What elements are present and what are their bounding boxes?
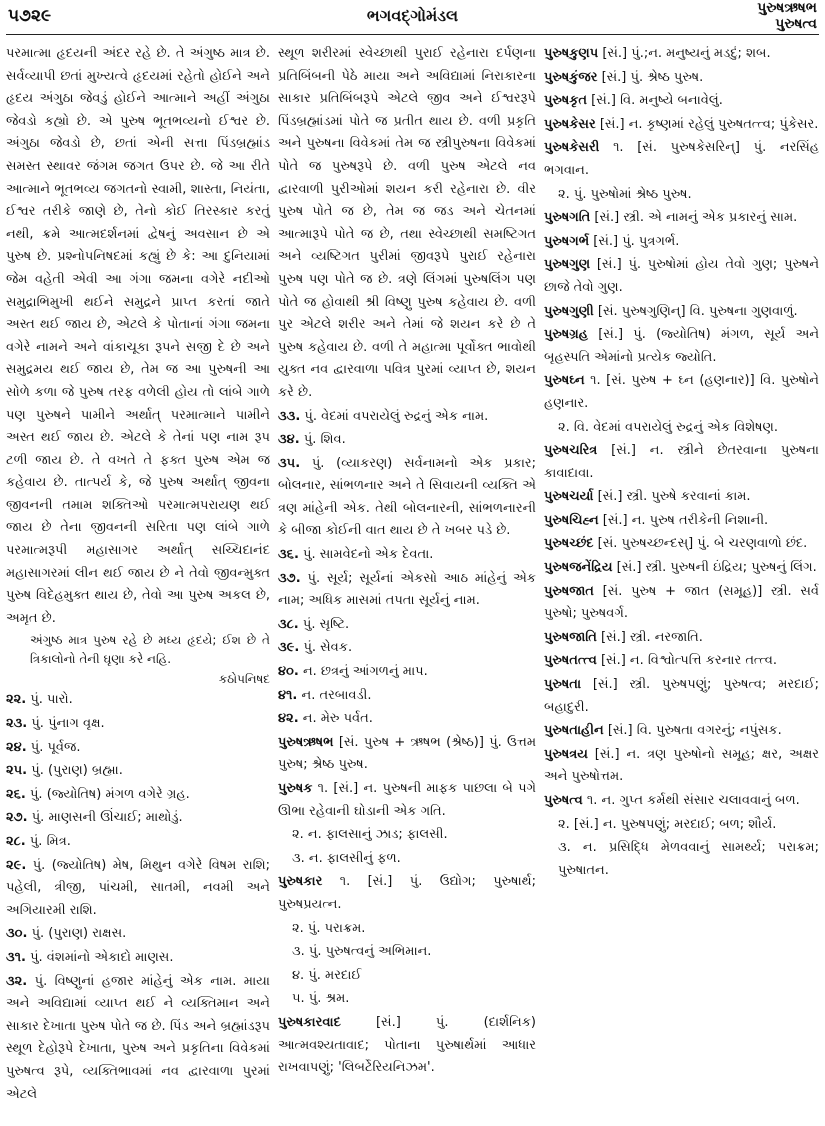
numbered-sense: [278, 685, 536, 708]
definition-text: ૧. [સં.] ન. પુરુષની માફક પાછલા બે પગે ઊભા રહેવાની ઘોડાની એક ગતિ.: [278, 781, 536, 819]
sense-text: [278, 941, 536, 964]
definition-text: પું. મિત્ર.: [29, 834, 71, 849]
numbered-sense: [6, 713, 270, 736]
dictionary-entry: [544, 324, 819, 369]
numbered-sense: [6, 784, 270, 807]
definition-text: પું. સૂર્ય; સૂર્યનાં એકસો આઠ માંહેનું એક નામ; અધિક માસમાં તપતા સૂર્યનું નામ.: [278, 570, 536, 609]
definition-text: [સં.] પું. (દાર્શનિક) આત્મવશ્યતાવાદ; પોતાના પુરુષાર્થમાં આધાર રાખવાપણું; 'લિબર્ટેરિયનિઝમ'.: [278, 1014, 536, 1076]
definition-text: ન. મેરુ પર્વત.: [302, 711, 373, 727]
sense-text: [278, 848, 536, 871]
quotation: [6, 631, 270, 669]
definition-text: [સં. પુરુષ + ઋષભ (શ્રેષ્ઠ)] પું. ઉત્તમ પુરુષ; શ્રેષ્ઠ પુરુષ.: [278, 734, 536, 773]
definition-text: પું. (પુરાણ) રાક્ષસ.: [31, 926, 127, 942]
numbered-sense: [6, 947, 270, 970]
definition-text: ન. છત્રનું આંગળનું માપ.: [302, 664, 428, 680]
definition-text: પું. વિષ્ણુનાં હજાર માંહેનું એક નામ. માયા અને અવિદ્યામાં વ્યાપ્ત થઈ ને વ્યક્તિમાન અને સાકાર દેખાતા પુરુષ પોતે જ છે. પિંડ અને બ્રહ્માંડરૂપ સ્થૂળ દેહોરૂપે દેખાતા, પુરુષ અને પ્રકૃતિના વિવેકમાં પુરુષત્વ રૂપે, વ્યક્તિભાવમાં નવ દ્વારવાળા પુરમાં એટલે: [6, 973, 270, 1102]
definition-text: ૨. [સં.] ન. પુરુષપણું; મરદાઈ; બળ; શૌર્ય.: [558, 816, 777, 832]
definition-text: [સં.] ન. પુરુષ તરીકેની નિશાની.: [602, 512, 769, 528]
headword: પુરુષગુણ: [544, 257, 591, 273]
definition-text: પું. (જ્યોતિષ) મેષ, મિથુન વગેરે વિષમ રાશિ; પહેલી, ત્રીજી, પાંચમી, સાતમી, નવમી અને અગિયારમી રાશિ.: [6, 857, 270, 918]
definition-text: ૪. પું. મરદાઈ: [292, 967, 362, 983]
definition-text: [સં.] સ્ત્રી. એ નામનું એક પ્રકારનું સામ.: [594, 210, 798, 226]
definition-text: પરમાત્મા હૃદયની અંદર રહે છે. તે અંગુષ્ઠ માત્ર છે. સર્વવ્યાપી છતાં મુખ્યત્વે હૃદયમાં રહેતો હોઈને અને હૃદય અંગુઠા જેવડું હોઈને આત્માને અહીં અંગુઠા જેવડો કહ્યો છે. એ પુરુષ ભૂતભવ્યનો ઈશ્વર છે. અંગુઠા જેવડો છે, છતાં એની સત્તા પિંડબ્રહ્માંડ સમસ્ત સ્થાવર જંગમ જગત ઉપર છે. જે આ રીતે આત્માને ભૂતભવ્ય જગતનો સ્વામી, શાસ્તા, નિયંતા, ઈશ્વર તરીકે જાણે છે, તેનો કોઈ તિરસ્કાર કરતું નથી, ક્રમે આત્મદર્શનમાં દ્વેષનું અવસાન છે એ પુરુષ છે. પ્રશ્નોપનિષદમાં કહ્યું છે કે: આ દુનિયામાં જેમ વહેતી એવી આ ગંગા જમના વગેરે નદીઓ સમુદ્રાભિમુખી થઈને સમુદ્રને પ્રાપ્ત કરતાં જાતે અસ્ત થઈ જાય છે, એટલે કે પોતાનાં ગંગા જમના વગેરે નામને અને વાંકાચૂકા રૂપને સજી દે છે અને સમુદ્રમય થઈ જાય છે, તેમ જ આ પુરુષની આ સોળે કળા જે પુરુષ તરફ વળેલી હોય તો લાંબે ગાળે પણ પુરુષને પામીને અર્થાત્ પરમાત્માને પામીને અસ્ત થઈ જાય છે. એટલે કે તેનાં પણ નામ રૂપ ટળી જાય છે. તે વખતે તે ફક્ત પુરુષ એમ જ કહેવાય છે. તાત્પર્ય કે, જે પુરુષ અર્થાત્ જીવના જીવનની તમામ શક્તિઓ પરમાત્મપરાયણ થઈ જાય છે તેના જીવનની સરિતા પણ લાંબે ગાળે પરમાત્મરૂપી મહાસાગર અર્થાત્ સચ્ચિદાનંદ મહાસાગરમાં લીન થઈ જાય છે ને તેવો જીવન્મુક્ત પુરુષ વિદેહમુક્ત થાય છે, તેવો આ પુરુષ અકલ છે, અમૃત છે.: [6, 46, 270, 626]
definition-text: ન. તરબાવડી.: [301, 687, 372, 703]
definition-text: [સં. પુરુષગુણિન્] વિ. પુરુષના ગુણવાળું.: [597, 303, 798, 319]
column-1: [6, 43, 270, 1107]
headword: પુરુષકાર: [278, 874, 323, 890]
dictionary-entry: [544, 43, 819, 66]
quotation-source: [6, 670, 270, 688]
sense-text: [544, 417, 819, 440]
guide-words: [757, 0, 817, 32]
numbered-sense: [6, 807, 270, 830]
definition-text: ૨. પું. પરાક્રમ.: [292, 920, 366, 936]
definition-text: ૧. [સં. પુરુષ + ઘ્ન (હણનાર)] વિ. પુરુષોને હણનાર.: [544, 373, 819, 411]
dictionary-entry: [544, 67, 819, 90]
dictionary-entry: [544, 650, 819, 673]
headword: પુરુષજાત: [544, 583, 594, 599]
numbered-sense: [278, 453, 536, 543]
sense-text: [544, 837, 819, 882]
dictionary-entry: [544, 581, 819, 626]
headword: પુરુષકેસરી: [544, 140, 600, 156]
dictionary-entry: [544, 440, 819, 485]
dictionary-body: [6, 43, 819, 1107]
definition-text: પું. વેદમાં વપરાયેલું રુદ્રનું એક નામ.: [304, 408, 489, 424]
dictionary-entry: [544, 790, 819, 813]
column-3: [544, 43, 819, 1107]
definition-text: ૨. વિ. વેદમાં વપરાયેલું રુદ્રનું એક વિશેષણ.: [558, 419, 778, 435]
definition-text: પું. શિવ.: [303, 432, 346, 448]
guide-word-first: પુરુષઋષભ: [757, 0, 817, 16]
numbered-sense: [278, 614, 536, 637]
dictionary-entry: [544, 557, 819, 580]
numbered-sense: [6, 689, 270, 712]
sense-number: ૨૯.: [6, 857, 27, 873]
numbered-sense: [278, 637, 536, 660]
dictionary-entry: [544, 486, 819, 509]
numbered-sense: [6, 831, 270, 854]
sense-text: [544, 184, 819, 207]
definition-text: [સં.] પું. પુરુષોમાં હોય તેવો ગુણ; પુરુષને છાજે તેવો ગુણ.: [544, 257, 820, 295]
headword: પુરુષગુણી: [544, 303, 594, 319]
definition-text: પું. પુંનાગ વૃક્ષ.: [31, 716, 105, 732]
definition-text: [સં.] સ્ત્રી. નરજાતિ.: [601, 629, 703, 645]
numbered-sense: [278, 568, 536, 613]
definition-text: [સં.] ન. ત્રણ પુરુષોનો સમૂહ; ક્ષર, અક્ષર અને પુરુષોત્તમ.: [544, 746, 819, 785]
definition-text: ૫. પું. શ્રમ.: [292, 991, 350, 1007]
definition-text: ૧. [સં.] પું. ઉદ્યોગ; પુરુષાર્થ; પુરુષપ્રયત્ન.: [278, 874, 536, 912]
sense-text: [278, 918, 536, 941]
definition-text: કઠોપનિષદ: [218, 672, 270, 687]
definition-text: સ્થૂળ શરીરમાં સ્વેચ્છાથી પુરાઈ રહેનારા દર્પણના પ્રતિબિંબની પેઠે માયા અને અવિદ્યામાં નિરાકારના સાકાર પ્રતિબિંબરૂપે એટલે જીવ અને ઈશ્વરરૂપે પિંડબ્રહ્માંડમાં પોતે જ પ્રતીત થાય છે. વળી પ્રકૃતિ અને પુરુષના વિવેકમાં તેમ જ સ્ત્રીપુરુષના વિવેકમાં પોતે જ પુરુષરૂપે છે. વળી પુરુષ એટલે નવ દ્વારવાળી પુરીઓમાં શયન કરી રહેનારા છે. વીર પુરુષ પોતે જ છે, તેમ જ જડ અને ચેતનમાં આત્મારૂપે પોતે જ છે, તથા સ્વેચ્છાથી સમષ્ટિગત અને વ્યષ્ટિગત પુરીમાં જીવરૂપે પુરાઈ રહેનારા પુરુષ પણ પોતે જ છે. ત્રણે લિંગમાં પુરુષલિંગ પણ પોતે જ હોવાથી શ્રી વિષ્ણુ પુરુષ કહેવાય છે. વળી પુર એટલે શરીર અને તેમાં જે શયન કરે છે તે પુરુષ કહેવાય છે. વળી તે મહાત્મા પૂર્વોક્ત ભાવોથી યુક્ત નવ દ્વારવાળા પવિત્ર પુરમાં વ્યાપ્ત છે, શયન કરે છે.: [278, 46, 536, 400]
dictionary-entry: [544, 114, 819, 137]
definition-text: પું. સૃષ્ટિ.: [302, 616, 350, 632]
dictionary-entry: [544, 370, 819, 415]
numbered-sense: [278, 661, 536, 684]
definition-text: [સં.] પું. પુત્રગર્ભ.: [593, 233, 680, 249]
definition-text: ૩. ન. ફાલસીનું ફળ.: [292, 850, 401, 866]
dictionary-entry: [278, 778, 536, 823]
headword: પુરુષતત્ત્વ: [544, 653, 597, 669]
dictionary-entry: [544, 207, 819, 230]
headword: પુરુષગતિ: [544, 210, 591, 226]
sense-number: ૩૪.: [278, 432, 300, 448]
numbered-sense: [6, 737, 270, 760]
guide-word-last: પુરુષત્વ: [775, 16, 817, 32]
definition-text: પું. પૂર્વજ.: [30, 739, 81, 755]
headword: પુરુષકારવાદ: [278, 1014, 341, 1030]
numbered-sense: [278, 406, 536, 429]
sense-text: [278, 43, 536, 405]
headword: પુરુષજનેંદ્રિય: [544, 560, 613, 576]
sense-number: ૩૧.: [6, 949, 26, 965]
sense-number: ૨૪.: [6, 739, 27, 755]
definition-text: પું. (જ્યોતિષ) મંગળ વગેરે ગ્રહ.: [30, 786, 190, 802]
headword: પુરુષચર્યા: [544, 489, 594, 505]
definition-text: ૧. ન. ગુપ્ત કર્મથી સંસાર ચલાવવાનું બળ.: [586, 793, 800, 808]
sense-text: [278, 824, 536, 847]
dictionary-entry: [544, 744, 819, 789]
headword: પુરુષઋષભ: [278, 734, 334, 750]
dictionary-entry: [544, 301, 819, 324]
headword: પુરુષઘ્ન: [544, 373, 585, 389]
definition-text: ૨. પું. પુરુષોમાં શ્રેષ્ઠ પુરુષ.: [558, 186, 692, 202]
definition-text: [સં.] સ્ત્રી. પુરુષની ઇંદ્રિય; પુરુષનું લિંગ.: [616, 560, 817, 576]
page-header: [6, 0, 819, 35]
definition-text: ૧. [સં. પુરુષકેસરિન્] પું. નરસિંહ ભગવાન.: [544, 140, 819, 178]
definition-text: પું. (પુરાણ) બ્રહ્મા.: [31, 763, 123, 779]
sense-number: ૩૮.: [278, 616, 299, 632]
column-2: [278, 43, 536, 1107]
dictionary-entry: [278, 732, 536, 777]
definition-text: [સં.] વિ. પુરુષતા વગરનું; નપુંસક.: [607, 723, 782, 739]
definition-text: [સં. પુરુષચ્છન્દસ્] પું. બે ચરણવાળો છંદ.: [597, 536, 808, 552]
definition-text: [સં.] વિ. મનુષ્યે બનાવેલું.: [591, 93, 723, 109]
headword: પુરુષત્વ: [544, 793, 583, 808]
numbered-sense: [278, 544, 536, 567]
dictionary-entry: [544, 231, 819, 254]
dictionary-entry: [544, 674, 819, 719]
headword: પુરુષતાહીન: [544, 723, 604, 739]
headword: પુરુષતા: [544, 677, 582, 693]
dictionary-entry: [544, 533, 819, 556]
numbered-sense: [6, 971, 270, 1107]
sense-number: ૨૮.: [6, 834, 26, 849]
sense-number: ૨૫.: [6, 763, 28, 779]
sense-number: ૨૬.: [6, 786, 26, 802]
definition-text: [સં.] સ્ત્રી. પુરુષપણું; પુરુષત્વ; મરદાઈ; બહાદુરી.: [544, 677, 819, 715]
sense-number: ૩૦.: [6, 926, 28, 942]
headword: પુરુષચિહ્ન: [544, 512, 599, 528]
numbered-sense: [6, 855, 270, 923]
numbered-sense: [278, 708, 536, 731]
headword: પુરુષજાતિ: [544, 629, 597, 645]
definition-text: [સં.] પું.;ન. મનુષ્યનું મડદું; શબ.: [602, 46, 771, 61]
numbered-sense: [6, 923, 270, 946]
definition-text: [સં.] ન. સ્ત્રીને છેતરવાના પુરુષના કાવાદાવા.: [544, 443, 819, 481]
headword: પુરુષકુણપ: [544, 46, 599, 61]
sense-number: ૨૩.: [6, 716, 28, 732]
definition-text: પું. પારો.: [30, 692, 73, 708]
page-number: ૫૭૨૯: [8, 6, 52, 26]
dictionary-entry: [544, 720, 819, 743]
sense-number: ૪૦.: [278, 664, 299, 680]
definition-text: પું. વંશમાંનો એકાદો માણસ.: [30, 949, 174, 965]
sense-number: ૩૭.: [278, 570, 301, 586]
page-title: ભગવદ્‌ગોમંડલ: [366, 6, 459, 25]
definition-text: પું. સેવક.: [303, 640, 353, 656]
definition-text: [સં. પુરુષ + જાત (સમૂહ)] સ્ત્રી. સર્વ પુરુષો; પુરુષવર્ગ.: [544, 583, 819, 622]
dictionary-entry: [544, 254, 819, 299]
sense-number: ૨૭.: [6, 810, 28, 826]
headword: પુરુષચ્છંદ: [544, 536, 594, 552]
dictionary-entry: [544, 137, 819, 182]
headword: પુરુષકૃત: [544, 93, 588, 109]
headword: પુરુષકેસર: [544, 116, 596, 132]
sense-number: ૨૨.: [6, 692, 27, 708]
definition-text: ૨. ન. ફાલસાનું ઝાડ; ફાલસી.: [292, 827, 448, 843]
headword: પુરુષત્રય: [544, 746, 588, 762]
sense-text: [544, 814, 819, 837]
numbered-sense: [278, 429, 536, 452]
sense-text: [278, 988, 536, 1011]
definition-text: [સં.] ન. કૃષ્ણમાં રહેલું પુરુષતત્ત્વ; પુંકેસર.: [599, 116, 819, 132]
definition-text: [સં.] ન. વિશ્વોત્પત્તિ કરનાર તત્ત્વ.: [600, 653, 778, 669]
sense-text: [6, 43, 270, 630]
sense-number: ૩૯.: [278, 640, 300, 656]
definition-text: પું. સામવેદનો એક દેવતા.: [303, 547, 434, 563]
definition-text: [સં.] પું. (જ્યોતિષ) મંગળ, સૂર્ય અને બૃહસ્પતિ એમાંનો પ્રત્યેક જ્યોતિ.: [544, 327, 820, 365]
headword: પુરુષક: [278, 781, 313, 796]
numbered-sense: [6, 760, 270, 783]
definition-text: [સં.] પું. શ્રેષ્ઠ પુરુષ.: [601, 69, 704, 85]
sense-number: ૩૬.: [278, 547, 299, 563]
definition-text: અંગુષ્ઠ માત્ર પુરુષ રહે છે મધ્ય હૃદયે; ઈશ છે તે ત્રિકાલોનો તેની ઘૃણા કરે નહિ.: [30, 633, 270, 667]
headword: પુરુષકુંજર: [544, 69, 598, 85]
definition-text: પું. માણસની ઊંચાઈ; માથોડું.: [31, 810, 183, 826]
sense-text: [278, 965, 536, 988]
dictionary-entry: [278, 871, 536, 916]
headword: પુરુષચરિત્ર: [544, 443, 598, 459]
sense-number: ૩૩.: [278, 408, 301, 424]
sense-number: ૩૨.: [6, 973, 28, 989]
sense-number: ૩૫.: [278, 455, 301, 471]
dictionary-entry: [544, 627, 819, 650]
headword: પુરુષગ્રહ: [544, 327, 588, 343]
sense-number: ૪૧.: [278, 687, 298, 703]
sense-number: ૪૨.: [278, 711, 299, 727]
dictionary-entry: [544, 90, 819, 113]
definition-text: ૩. પું. પુરુષત્વનું અભિમાન.: [292, 944, 432, 960]
dictionary-entry: [544, 510, 819, 533]
dictionary-entry: [278, 1012, 536, 1080]
definition-text: ૩. ન. પ્રસિદ્ધિ મેળવવાનું સામર્થ્ય; પરાક્રમ; પુરુષાતન.: [558, 840, 819, 878]
definition-text: પું. (વ્યાકરણ) સર્વનામનો એક પ્રકાર; બોલનાર, સાંભળનાર અને તે સિવાયની વ્યક્તિ એ ત્રણ માંહેની એક. તેથી બોલનારની, સાંભળનારની કે બીજા કોઈની વાત થાય છે તે ખબર પડે છે.: [278, 455, 536, 539]
definition-text: [સં.] સ્ત્રી. પુરુષે કરવાનાં કામ.: [597, 489, 751, 505]
headword: પુરુષગર્ભ: [544, 233, 590, 249]
